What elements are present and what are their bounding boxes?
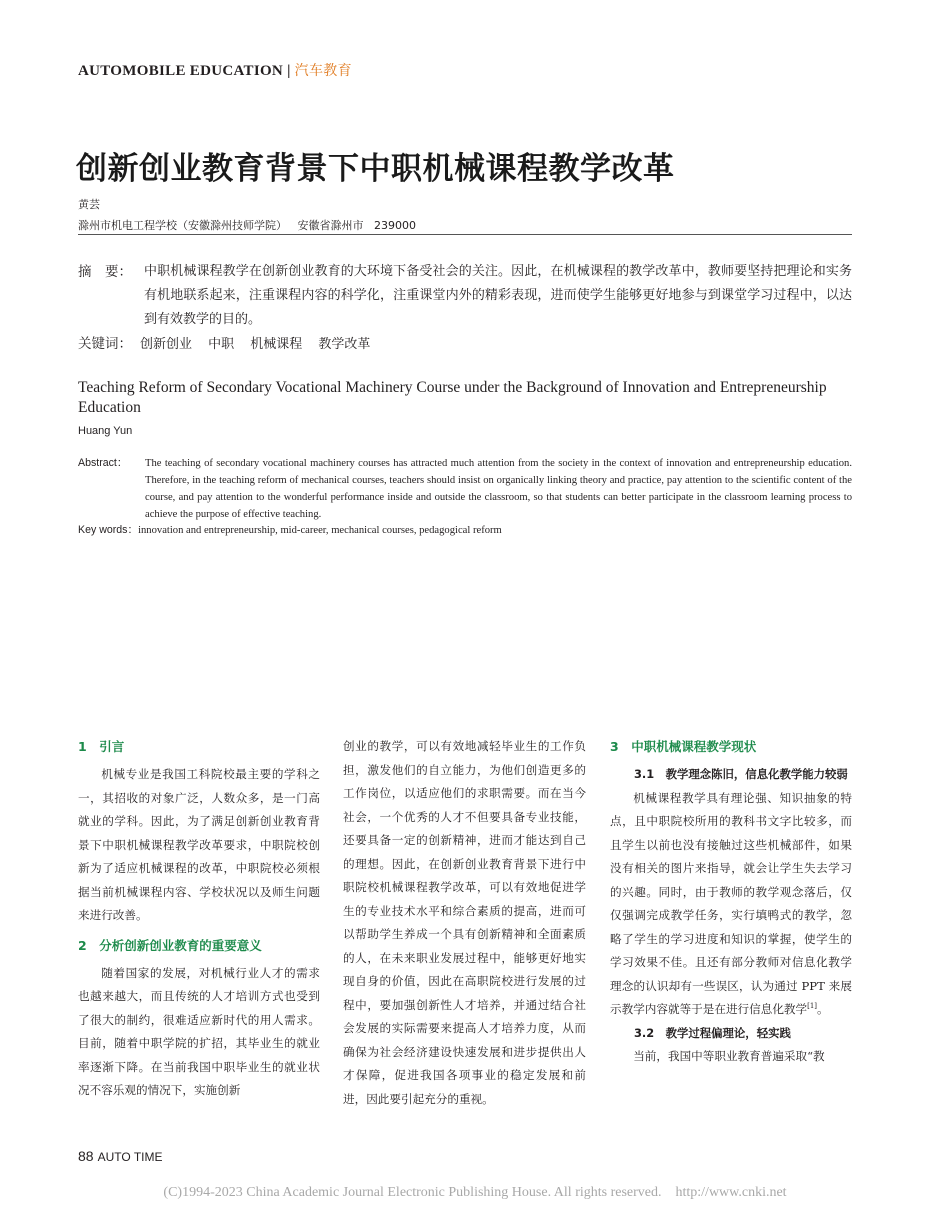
abstract-en <box>78 455 852 523</box>
section-3-1-paragraph <box>610 787 852 1022</box>
keywords-en <box>78 522 502 537</box>
keywords-en-text: innovation and entrepreneurship, mid-career, mechanical courses, pedagogical reform <box>138 525 502 536</box>
page-footer <box>78 1148 162 1164</box>
body-column-2 <box>343 735 586 1111</box>
citation-ref: [1] <box>807 1002 818 1011</box>
author-name: 黄芸 <box>78 198 100 211</box>
section-3-1-heading: 3.1 教学理念陈旧，信息化教学能力较弱 <box>634 767 848 781</box>
abstract-en-text: The teaching of secondary vocational machinery courses has attracted much attention from the society in the context of innovation and entrepreneurship education. Therefore, in the teaching reform of mechanical courses, teachers should insist on organically linking theory and practice, pay attention to the scientific content of the course, and pay attention to the wonderful performance inside and outside the classroom, so that students can better participate in the classroom learning process to achieve the purpose of effective teaching. <box>145 458 852 520</box>
section-1-heading: 1 引言 <box>78 739 125 754</box>
author-name-en: Huang Yun <box>78 425 133 437</box>
section-3-2-heading: 3.2 教学过程偏理论，轻实践 <box>634 1025 791 1040</box>
body-column-1 <box>78 735 320 1103</box>
section-2-paragraph-continued: 创业的教学，可以有效地减轻毕业生的工作负担，激发他们的自立能力，为他们创造更多的工作岗位，以适应他们的求职需要。而在当今社会，一个优秀的人才不但要具备专业技能，还要具备一定的创新精神，进而才能达到自己的理想。因此，在创新创业教育背景下进行中职院校机械课程教学改革，可以有效地促进学生的专业技术水平和综合素质的提高，进而可以帮助学生养成一个具有创新精神和全面素质的人，在未来职业发展过程中，能够更好地实现自身的价值，因此在高职院校进行发展的过程中，要加强创新性人才培养，并通过结合社会发展的实际需要来提高人才培养力度，从而确保为社会经济建设快速发展和进步提供出人才保障，促进我国各项事业的稳定发展和前进，因此要引起充分的重视。 <box>343 739 586 1106</box>
abstract-cn-label: 摘 要： <box>78 264 132 280</box>
keywords-cn-text: 创新创业 中职 机械课程 教学改革 <box>140 337 371 352</box>
section-1-paragraph: 机械专业是我国工科院校最主要的学科之一，其招收的对象广泛，人数众多，是一门高就业的学科。因此，为了满足创新创业教育背景下中职机械课程教学改革要求，中职院校创新为了适应机械课程的改革，中职院校必须根据当前机械课程内容、学校状况以及师生问题来进行改善。 <box>78 767 320 922</box>
keywords-cn-label: 关键词： <box>78 336 132 352</box>
body-column-3 <box>610 735 852 1069</box>
author-affiliation: 滁州市机电工程学校（安徽滁州技师学院） 安徽省滁州市 239000 <box>78 219 416 232</box>
journal-name-en: AUTOMOBILE EDUCATION <box>78 63 284 79</box>
copyright-notice: (C)1994-2023 China Academic Journal Electronic Publishing House. All rights reserved. http://www.cnki.net <box>163 1185 787 1200</box>
abstract-en-label: Abstract： <box>78 457 128 469</box>
section-3-heading: 3 中职机械课程教学现状 <box>610 739 757 754</box>
section-2-heading: 2 分析创新创业教育的重要意义 <box>78 937 262 953</box>
section-2-paragraph: 随着国家的发展，对机械行业人才的需求也越来越大，而且传统的人才培训方式也受到了很大的制约，很难适应新时代的用人需求。目前，随着中职学院的扩招，其毕业生的就业率逐渐下降。在当前我国中职毕业生的就业状况不容乐观的情况下，实施创新 <box>78 965 320 1097</box>
keywords-cn <box>78 332 370 352</box>
section-3-1-end: 。 <box>817 1002 829 1016</box>
journal-section-cn: 汽车教育 <box>294 63 352 79</box>
page-number: 88 <box>78 1148 94 1164</box>
abstract-cn <box>78 260 852 332</box>
header-separator: | <box>287 63 291 79</box>
journal-header <box>78 60 352 80</box>
section-3-1-text: 机械课程教学具有理论强、知识抽象的特点，且中职院校所用的教科书文字比较多，而且学生以前也没有接触过这些机械部件，如果没有相关的图片来指导，就会让学生失去学习的兴趣。同时，由于教师的教学观念落后，仅仅强调完成教学任务，实行填鸭式的教学，忽略了学生的学习进度和知识的掌握，使学生的学习效果不佳。且还有部分教师对信息化教学理念的认识却有一些误区，认为通过 PPT 来展示教学内容就等于是在进行信息化教学 <box>610 790 852 1016</box>
header-divider <box>78 234 852 235</box>
article-title: 创新创业教育背景下中职机械课程教学改革 <box>76 151 675 187</box>
keywords-en-label: Key words： <box>78 524 139 536</box>
article-title-en: Teaching Reform of Secondary Vocational Machinery Course under the Background of Innovation and Entrepreneurship Education <box>78 379 827 416</box>
magazine-name: AUTO TIME <box>97 1150 163 1164</box>
abstract-cn-text: 中职机械课程教学在创新创业教育的大环境下备受社会的关注。因此，在机械课程的教学改革中，教师要坚持把理论和实务有机地联系起来，注重课程内容的科学化，注重课堂内外的精彩表现，进而使学生能够更好地参与到课堂学习过程中，以达到有效教学的目的。 <box>144 264 852 327</box>
section-3-2-paragraph: 当前，我国中等职业教育普遍采取“教 <box>633 1049 825 1063</box>
